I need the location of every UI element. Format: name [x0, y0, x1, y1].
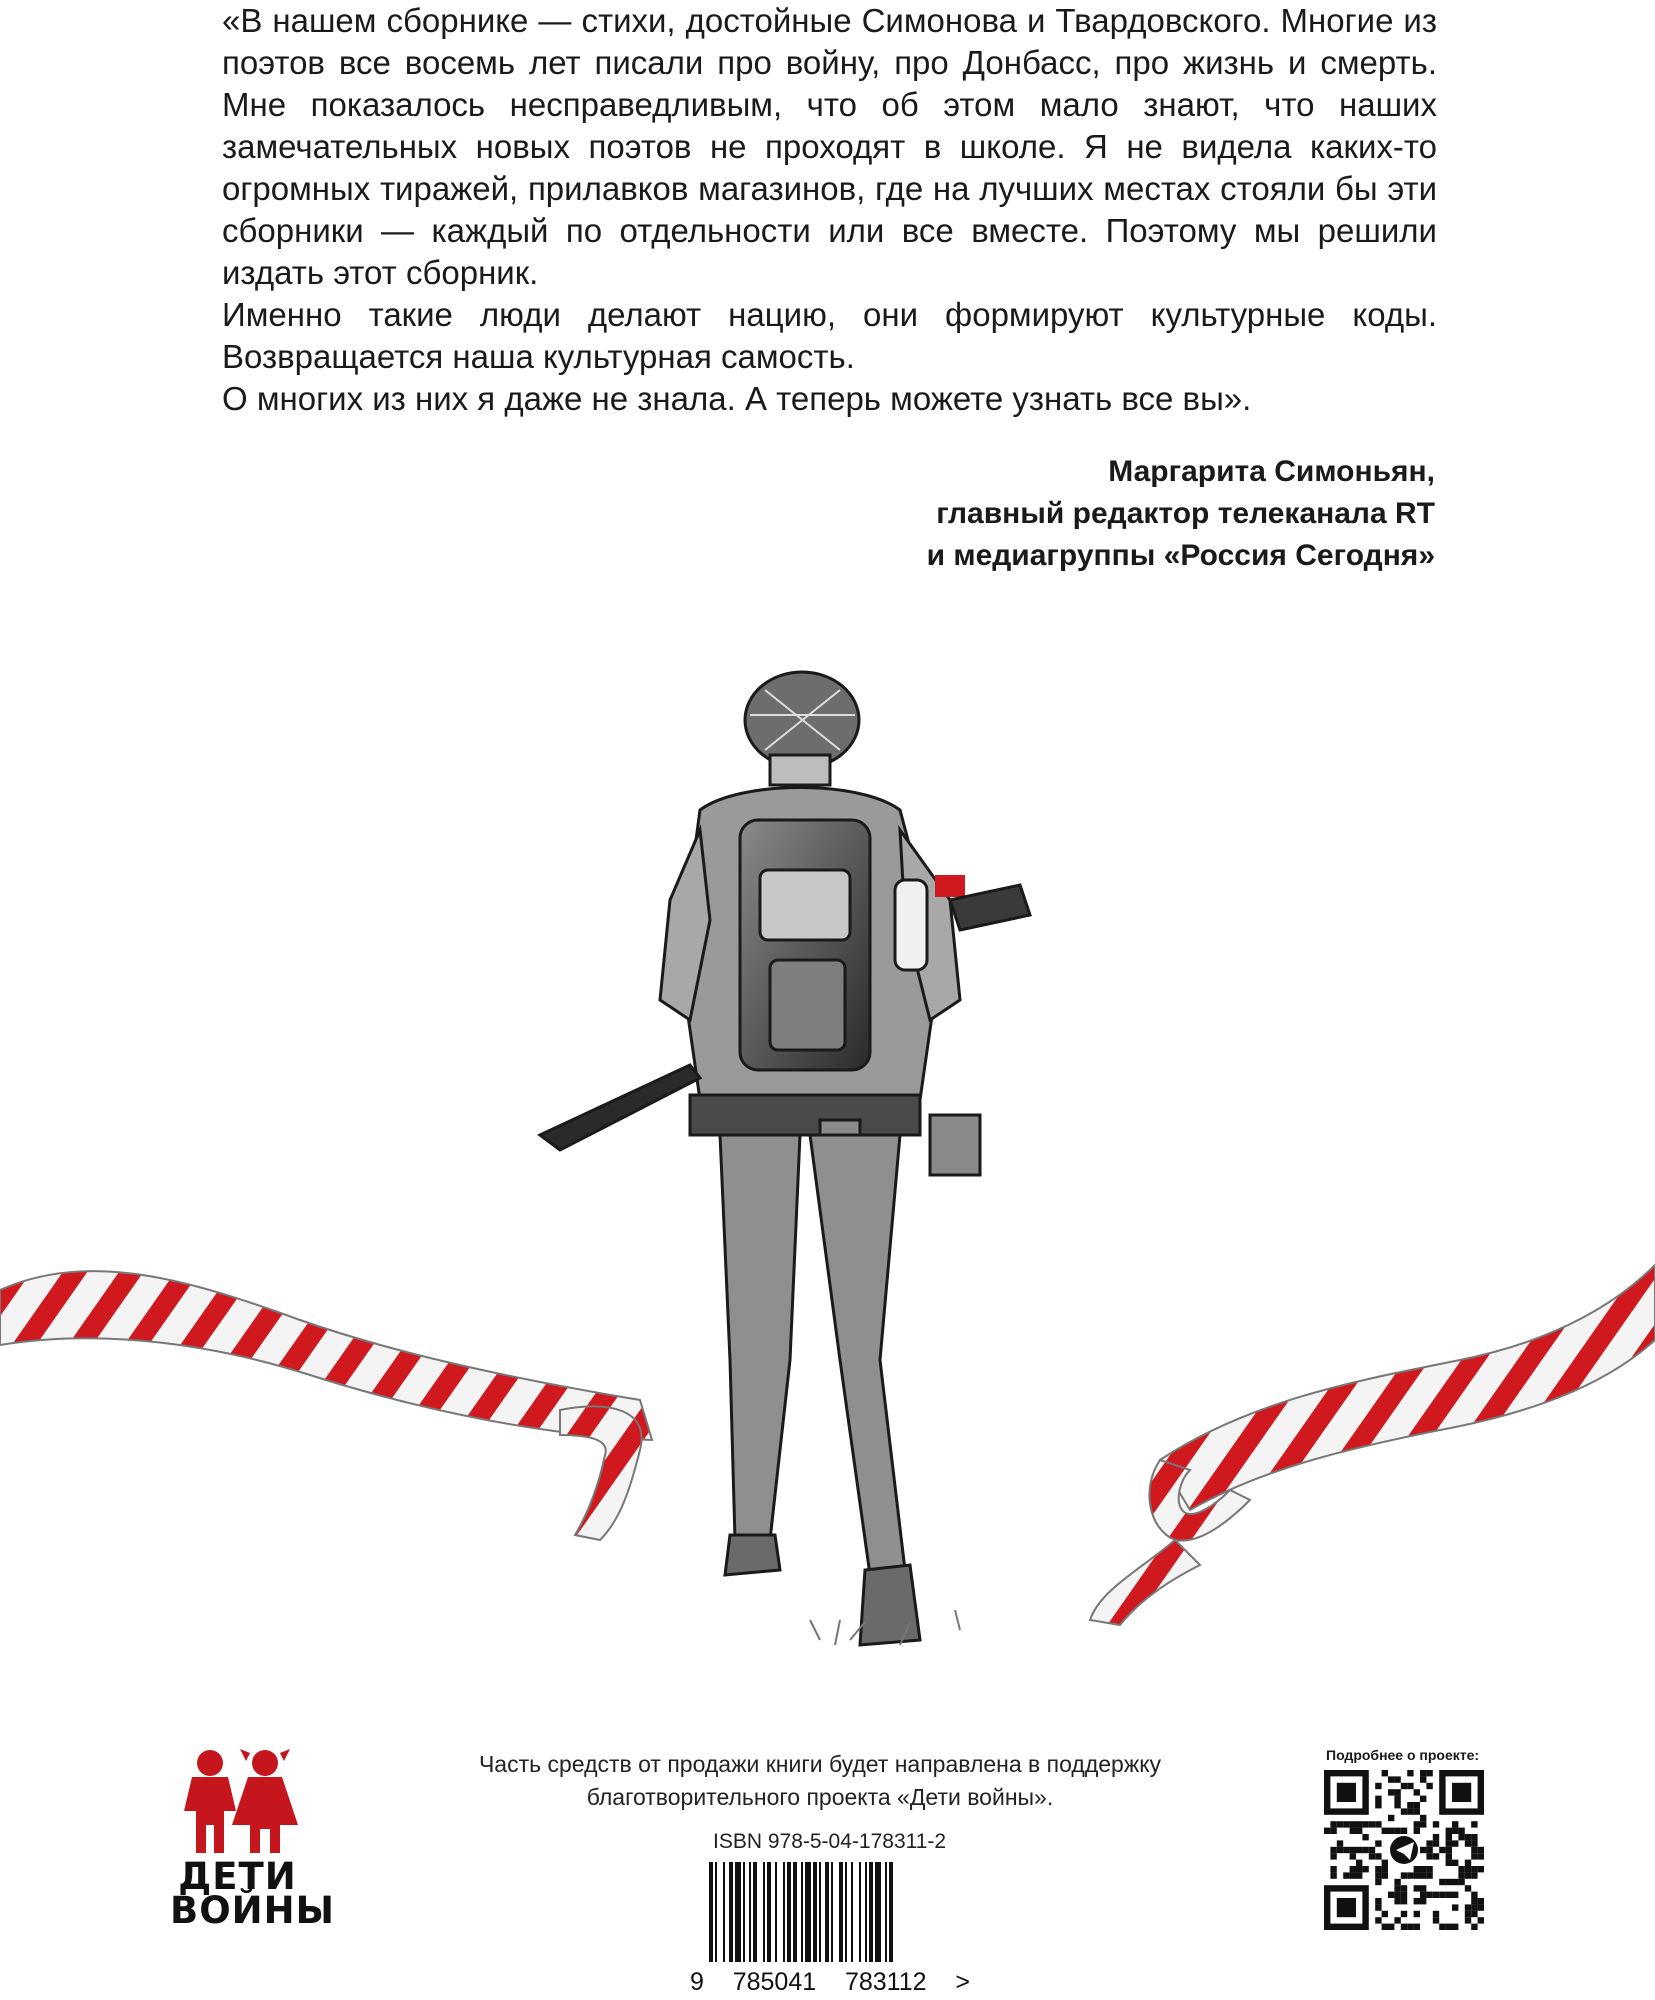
- qr-module: [1471, 1821, 1477, 1827]
- barcode-bar: [729, 1862, 733, 1962]
- qr-module: [1330, 1828, 1336, 1834]
- qr-module: [1414, 1821, 1420, 1827]
- qr-module: [1337, 1840, 1343, 1846]
- signature: [927, 451, 1435, 577]
- signature-org: и медиагруппы «Россия Сегодня»: [926, 539, 1435, 572]
- qr-module: [1394, 1828, 1400, 1834]
- qr-module: [1401, 1872, 1407, 1878]
- qr-module: [1401, 1911, 1407, 1917]
- qr-module: [1375, 1853, 1381, 1859]
- qr-module: [1414, 1898, 1420, 1904]
- qr-module: [1458, 1872, 1464, 1878]
- qr-module: [1343, 1847, 1349, 1853]
- qr-module: [1414, 1828, 1420, 1834]
- qr-module: [1382, 1911, 1388, 1917]
- barcode-bar: [743, 1862, 745, 1962]
- qr-module: [1350, 1828, 1356, 1834]
- qr-module: [1382, 1828, 1388, 1834]
- qr-module: [1414, 1885, 1420, 1891]
- qr-module: [1465, 1840, 1471, 1846]
- barcode-digit-group-4: >: [955, 1968, 970, 1996]
- barcode-bar: [775, 1862, 777, 1962]
- qr-module: [1426, 1866, 1432, 1872]
- right-ribbon: [1090, 1265, 1655, 1625]
- qr-module: [1375, 1802, 1381, 1808]
- qr-finder-center: [1337, 1783, 1356, 1802]
- qr-module: [1420, 1847, 1426, 1853]
- qr-module: [1394, 1885, 1400, 1891]
- qr-module: [1356, 1872, 1362, 1878]
- quote-paragraph-2: Именно такие люди делают нацию, они формируют культурные коды. Возвращается наша культурная самость.: [222, 296, 1437, 375]
- qr-module: [1426, 1847, 1432, 1853]
- qr-module: [1458, 1866, 1464, 1872]
- qr-module: [1433, 1821, 1439, 1827]
- qr-module: [1465, 1872, 1471, 1878]
- barcode-bar: [749, 1862, 751, 1962]
- qr-module: [1369, 1853, 1375, 1859]
- qr-module: [1420, 1892, 1426, 1898]
- qr-module: [1362, 1821, 1368, 1827]
- qr-module: [1446, 1853, 1452, 1859]
- qr-module: [1478, 1847, 1484, 1853]
- qr-module: [1420, 1821, 1426, 1827]
- qr-module: [1420, 1796, 1426, 1802]
- qr-module: [1446, 1924, 1452, 1930]
- qr-module: [1446, 1860, 1452, 1866]
- qr-module: [1446, 1879, 1452, 1885]
- qr-module: [1407, 1924, 1413, 1930]
- signature-name: Маргарита Симоньян,: [1108, 455, 1435, 488]
- qr-module: [1420, 1866, 1426, 1872]
- qr-finder-center: [1452, 1783, 1471, 1802]
- qr-module: [1401, 1808, 1407, 1814]
- qr-module: [1433, 1917, 1439, 1923]
- quote-block: [222, 0, 1437, 420]
- qr-module: [1375, 1866, 1381, 1872]
- qr-module: [1407, 1783, 1413, 1789]
- qr-module: [1401, 1783, 1407, 1789]
- qr-module: [1394, 1802, 1400, 1808]
- qr-module: [1414, 1808, 1420, 1814]
- qr-module: [1407, 1808, 1413, 1814]
- barcode-bar: [851, 1862, 853, 1962]
- qr-module: [1414, 1802, 1420, 1808]
- qr-module: [1478, 1898, 1484, 1904]
- quote-paragraph-3: О многих из них я даже не знала. А теперь можете узнать все вы».: [222, 380, 1252, 417]
- qr-module: [1356, 1847, 1362, 1853]
- signature-role: главный редактор телеканала RT: [936, 497, 1435, 530]
- qr-module: [1369, 1847, 1375, 1853]
- qr-module: [1446, 1828, 1452, 1834]
- qr-module: [1394, 1789, 1400, 1795]
- qr-module: [1426, 1840, 1432, 1846]
- children-icon: [170, 1745, 305, 1855]
- qr-module: [1439, 1847, 1445, 1853]
- qr-module: [1452, 1904, 1458, 1910]
- qr-module: [1446, 1847, 1452, 1853]
- qr-code: [1324, 1770, 1484, 1930]
- qr-module: [1458, 1879, 1464, 1885]
- qr-module: [1478, 1917, 1484, 1923]
- qr-module: [1362, 1847, 1368, 1853]
- barcode-bar: [793, 1862, 797, 1962]
- barcode-bar: [709, 1862, 713, 1962]
- qr-module: [1433, 1853, 1439, 1859]
- qr-module: [1330, 1872, 1336, 1878]
- barcode-digit-group-3: 783112: [844, 1968, 927, 1996]
- barcode-bar: [735, 1862, 741, 1962]
- qr-module: [1452, 1879, 1458, 1885]
- qr-module: [1439, 1879, 1445, 1885]
- qr-module: [1375, 1904, 1381, 1910]
- qr-module: [1394, 1776, 1400, 1782]
- qr-module: [1350, 1847, 1356, 1853]
- charity-notice-line-1: Часть средств от продажи книги будет направлена в поддержку: [478, 1751, 1162, 1777]
- qr-module: [1414, 1924, 1420, 1930]
- qr-module: [1356, 1860, 1362, 1866]
- qr-module: [1401, 1924, 1407, 1930]
- qr-module: [1401, 1898, 1407, 1904]
- qr-module: [1414, 1911, 1420, 1917]
- qr-module: [1439, 1924, 1445, 1930]
- barcode-bar: [723, 1862, 725, 1962]
- qr-module: [1350, 1872, 1356, 1878]
- qr-module: [1471, 1911, 1477, 1917]
- barcode-bar: [715, 1862, 717, 1962]
- barcode-bar: [801, 1862, 803, 1962]
- qr-module: [1375, 1898, 1381, 1904]
- qr-module: [1382, 1770, 1388, 1776]
- qr-module: [1388, 1815, 1394, 1821]
- qr-module: [1401, 1885, 1407, 1891]
- qr-module: [1439, 1892, 1445, 1898]
- qr-module: [1426, 1853, 1432, 1859]
- qr-module: [1369, 1821, 1375, 1827]
- qr-module: [1452, 1821, 1458, 1827]
- qr-module: [1394, 1917, 1400, 1923]
- qr-module: [1420, 1872, 1426, 1878]
- qr-module: [1407, 1872, 1413, 1878]
- qr-module: [1375, 1917, 1381, 1923]
- qr-module: [1420, 1815, 1426, 1821]
- barcode-bar: [825, 1862, 829, 1962]
- qr-module: [1394, 1898, 1400, 1904]
- qr-module: [1465, 1866, 1471, 1872]
- qr-module: [1471, 1866, 1477, 1872]
- qr-module: [1458, 1828, 1464, 1834]
- qr-module: [1471, 1898, 1477, 1904]
- qr-module: [1337, 1821, 1343, 1827]
- qr-module: [1426, 1872, 1432, 1878]
- qr-module: [1446, 1834, 1452, 1840]
- qr-module: [1426, 1783, 1432, 1789]
- qr-module: [1337, 1847, 1343, 1853]
- barcode-bar: [859, 1862, 861, 1962]
- qr-module: [1356, 1866, 1362, 1872]
- barcode-bar: [869, 1862, 873, 1962]
- qr-module: [1330, 1847, 1336, 1853]
- barcode-bar: [865, 1862, 867, 1962]
- logo-line-1: ДЕТИ: [178, 1855, 297, 1898]
- charity-notice: [440, 1748, 1200, 1814]
- qr-module: [1433, 1834, 1439, 1840]
- qr-module: [1382, 1866, 1388, 1872]
- qr-finder-center: [1337, 1898, 1356, 1917]
- soldier-illustration: [0, 640, 1655, 1720]
- qr-module: [1465, 1834, 1471, 1840]
- qr-module: [1433, 1840, 1439, 1846]
- qr-module: [1452, 1860, 1458, 1866]
- qr-module: [1330, 1853, 1336, 1859]
- qr-module: [1465, 1885, 1471, 1891]
- qr-module: [1478, 1904, 1484, 1910]
- qr-module: [1465, 1860, 1471, 1866]
- barcode-digit-group-2: 785041: [732, 1968, 817, 1996]
- qr-module: [1465, 1911, 1471, 1917]
- qr-module: [1420, 1885, 1426, 1891]
- qr-module: [1407, 1770, 1413, 1776]
- qr-module: [1471, 1904, 1477, 1910]
- barcode-bar: [783, 1862, 785, 1962]
- qr-module: [1414, 1789, 1420, 1795]
- qr-module: [1382, 1872, 1388, 1878]
- qr-module: [1388, 1789, 1394, 1795]
- qr-module: [1382, 1860, 1388, 1866]
- qr-module: [1452, 1892, 1458, 1898]
- qr-module: [1388, 1924, 1394, 1930]
- qr-module: [1382, 1924, 1388, 1930]
- qr-module: [1471, 1892, 1477, 1898]
- barcode-bar: [805, 1862, 811, 1962]
- qr-module: [1388, 1892, 1394, 1898]
- qr-label: Подробнее о проекте:: [1326, 1747, 1480, 1763]
- barcode-bar: [889, 1862, 893, 1962]
- qr-module: [1388, 1776, 1394, 1782]
- barcode-bar: [875, 1862, 881, 1962]
- barcode-bar: [819, 1862, 821, 1962]
- qr-module: [1420, 1898, 1426, 1904]
- left-ribbon: [0, 1271, 652, 1540]
- barcode-bar: [753, 1862, 757, 1962]
- qr-module: [1375, 1783, 1381, 1789]
- barcode-bar: [831, 1862, 833, 1962]
- qr-module: [1420, 1770, 1426, 1776]
- qr-module: [1330, 1866, 1336, 1872]
- qr-module: [1426, 1892, 1432, 1898]
- barcode-digits: [690, 1968, 970, 1997]
- qr-module: [1465, 1917, 1471, 1923]
- qr-module: [1420, 1776, 1426, 1782]
- qr-module: [1375, 1872, 1381, 1878]
- qr-module: [1414, 1872, 1420, 1878]
- qr-module: [1350, 1821, 1356, 1827]
- qr-module: [1362, 1834, 1368, 1840]
- qr-module: [1401, 1828, 1407, 1834]
- qr-module: [1388, 1828, 1394, 1834]
- qr-module: [1478, 1866, 1484, 1872]
- barcode-bar: [885, 1862, 887, 1962]
- qr-module: [1343, 1872, 1349, 1878]
- qr-module: [1350, 1866, 1356, 1872]
- qr-module: [1356, 1821, 1362, 1827]
- barcode-bar: [763, 1862, 765, 1962]
- qr-module: [1356, 1828, 1362, 1834]
- qr-module: [1452, 1828, 1458, 1834]
- qr-module: [1350, 1853, 1356, 1859]
- qr-module: [1471, 1853, 1477, 1859]
- qr-module: [1394, 1892, 1400, 1898]
- barcode-bar: [813, 1862, 817, 1962]
- qr-module: [1375, 1821, 1381, 1827]
- qr-module: [1478, 1853, 1484, 1859]
- barcode: [705, 1862, 955, 1966]
- qr-module: [1458, 1834, 1464, 1840]
- logo-line-2: ВОЙНЫ: [170, 1889, 335, 1932]
- qr-module: [1394, 1796, 1400, 1802]
- qr-module: [1452, 1840, 1458, 1846]
- qr-module: [1343, 1821, 1349, 1827]
- barcode-bar: [787, 1862, 791, 1962]
- charity-notice-line-2: благотворительного проекта «Дети войны».: [586, 1784, 1054, 1810]
- qr-module: [1433, 1911, 1439, 1917]
- qr-module: [1375, 1796, 1381, 1802]
- qr-module: [1465, 1904, 1471, 1910]
- barcode-bar: [767, 1862, 771, 1962]
- qr-module: [1401, 1892, 1407, 1898]
- qr-module: [1471, 1847, 1477, 1853]
- qr-module: [1471, 1834, 1477, 1840]
- qr-module: [1471, 1924, 1477, 1930]
- isbn-text: ISBN 978-5-04-178311-2: [713, 1830, 947, 1853]
- qr-module: [1471, 1872, 1477, 1878]
- qr-module: [1362, 1866, 1368, 1872]
- qr-module: [1426, 1770, 1432, 1776]
- qr-module: [1452, 1924, 1458, 1930]
- quote-paragraph-1: «В нашем сборнике — стихи, достойные Симонова и Твардовского. Многие из поэтов все восемь лет писали про войну, про Донбасс, про жизнь и смерть. Мне показалось несправедливым, что об этом мало знают, что наших замечательных новых поэтов не проходят в школе. Я не видела каких-то огромных тиражей, прилавков магазинов, где на лучших местах стояли бы эти сборники — каждый по отдельности или все вместе. Поэтому мы решили издать этот сборник.: [222, 2, 1437, 291]
- qr-module: [1330, 1821, 1336, 1827]
- qr-module: [1471, 1840, 1477, 1846]
- deti-voiny-logo: [170, 1745, 335, 1932]
- qr-module: [1446, 1840, 1452, 1846]
- qr-module: [1446, 1892, 1452, 1898]
- barcode-bar: [839, 1862, 843, 1962]
- qr-module: [1375, 1840, 1381, 1846]
- barcode-bar: [845, 1862, 847, 1962]
- qr-module: [1375, 1879, 1381, 1885]
- qr-module: [1407, 1802, 1413, 1808]
- qr-module: [1414, 1866, 1420, 1872]
- qr-module: [1394, 1879, 1400, 1885]
- barcode-digit-group-1: 9: [690, 1968, 704, 1996]
- qr-module: [1433, 1892, 1439, 1898]
- qr-module: [1324, 1828, 1330, 1834]
